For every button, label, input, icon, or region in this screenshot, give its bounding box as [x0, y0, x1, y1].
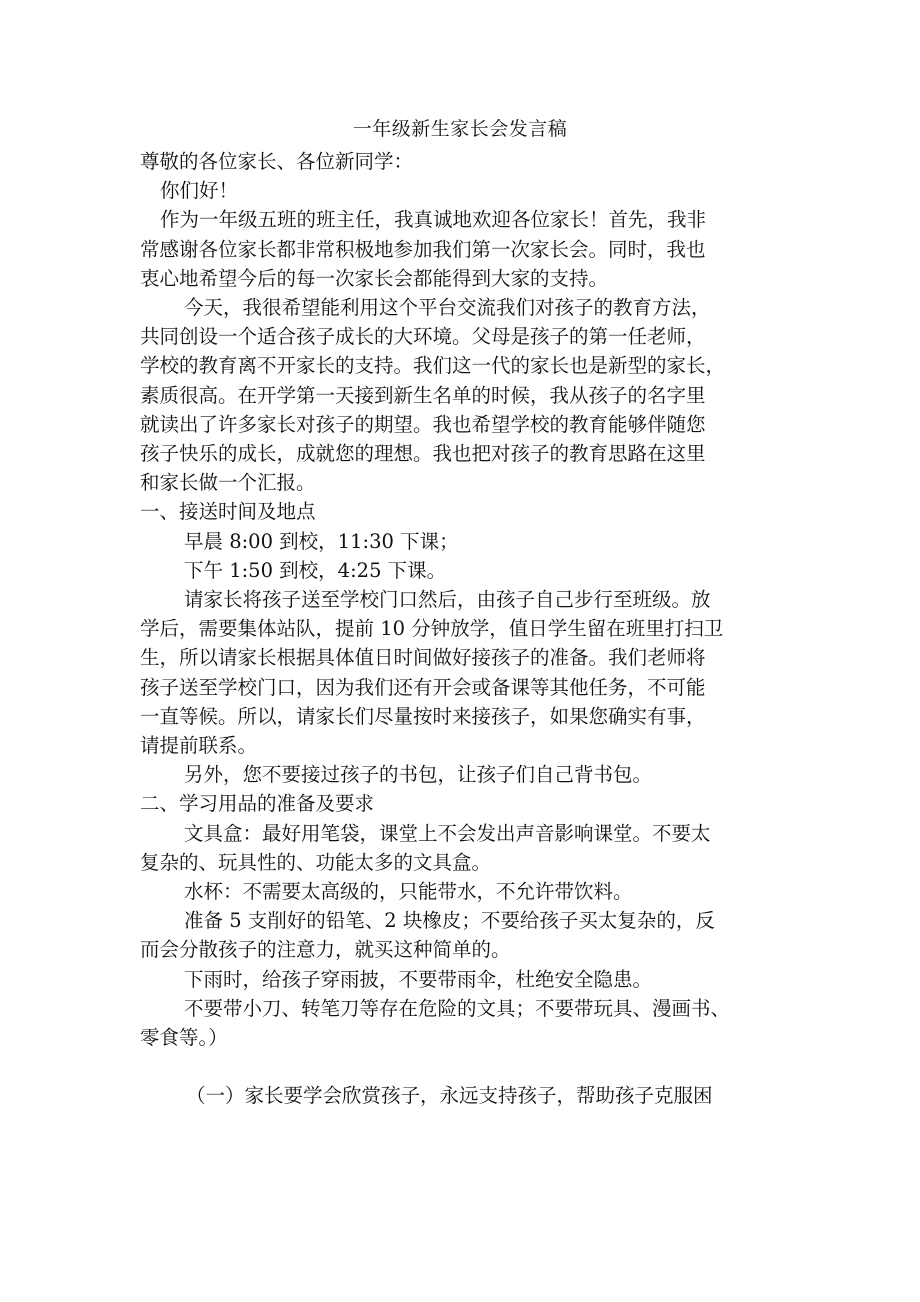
- blank-line: [140, 1052, 780, 1081]
- paragraph-line: 共同创设一个适合孩子成长的大环境。父母是孩子的第一任老师，: [140, 325, 706, 349]
- paragraph-line: 准备 5 支削好的铅笔、2 块橡皮；不要给孩子买太复杂的，反: [184, 909, 715, 933]
- paragraph-line: 下雨时，给孩子穿雨披，不要带雨伞，杜绝安全隐患。: [184, 967, 653, 991]
- paragraph-line: 复杂的、玩具性的、功能太多的文具盒。: [140, 850, 492, 874]
- paragraph-line: 另外，您不要接过孩子的书包，让孩子们自己背书包。: [184, 763, 653, 787]
- paragraph-line: 学校的教育离不开家长的支持。我们这一代的家长也是新型的家长，: [140, 354, 726, 378]
- subsection-heading: （一）家长要学会欣赏孩子，永远支持孩子，帮助孩子克服困: [186, 1084, 713, 1108]
- paragraph-line: 请家长将孩子送至学校门口然后，由孩子自己步行至班级。放: [184, 588, 711, 612]
- paragraph-line: 生，所以请家长根据具体值日时间做好接孩子的准备。我们老师将: [140, 646, 706, 670]
- schedule-line: 早晨 8:00 到校，11:30 下课；: [184, 529, 459, 553]
- paragraph-line: 和家长做一个汇报。: [140, 471, 316, 495]
- paragraph-line: 一直等候。所以，请家长们尽量按时来接孩子，如果您确实有事，: [140, 704, 706, 728]
- paragraph-line: 学后，需要集体站队，提前 10 分钟放学，值日学生留在班里打扫卫: [140, 617, 724, 641]
- paragraph-line: 作为一年级五班的班主任，我真诚地欢迎各位家长！首先，我非: [160, 208, 707, 232]
- document-title: 一年级新生家长会发言稿: [352, 118, 568, 140]
- paragraph-line: 衷心地希望今后的每一次家长会都能得到大家的支持。: [140, 266, 609, 290]
- paragraph-line: 而会分散孩子的注意力，就买这种简单的。: [140, 938, 511, 962]
- salutation-line: 尊敬的各位家长、各位新同学：: [140, 150, 414, 173]
- paragraph-line: 请提前联系。: [140, 734, 258, 758]
- paragraph-line: 孩子快乐的成长，成就您的理想。我也把对孩子的教育思路在这里: [140, 442, 706, 466]
- section-heading: 二、学习用品的准备及要求: [140, 792, 375, 816]
- paragraph-line: 就读出了许多家长对孩子的期望。我也希望学校的教育能够伴随您: [140, 412, 706, 436]
- paragraph-line: 不要带小刀、转笔刀等存在危险的文具；不要带玩具、漫画书、: [184, 996, 731, 1020]
- section-heading: 一、接送时间及地点: [140, 500, 316, 524]
- paragraph-line: 孩子送至学校门口，因为我们还有开会或备课等其他任务，不可能: [140, 675, 706, 699]
- paragraph-line: 素质很高。在开学第一天接到新生名单的时候，我从孩子的名字里: [140, 383, 706, 407]
- paragraph-line: 零食等。）: [140, 1026, 228, 1050]
- paragraph-line: 水杯：不需要太高级的，只能带水，不允许带饮料。: [184, 880, 633, 904]
- paragraph-line: 今天，我很希望能利用这个平台交流我们对孩子的教育方法，: [184, 296, 711, 320]
- greeting-line: 你们好！: [160, 179, 239, 203]
- paragraph-line: 文具盒：最好用笔袋，课堂上不会发出声音影响课堂。不要太: [184, 821, 711, 845]
- schedule-line: 下午 1:50 到校，4:25 下课。: [184, 558, 447, 582]
- paragraph-line: 常感谢各位家长都非常积极地参加我们第一次家长会。同时，我也: [140, 237, 706, 261]
- document-body: [140, 115, 780, 1111]
